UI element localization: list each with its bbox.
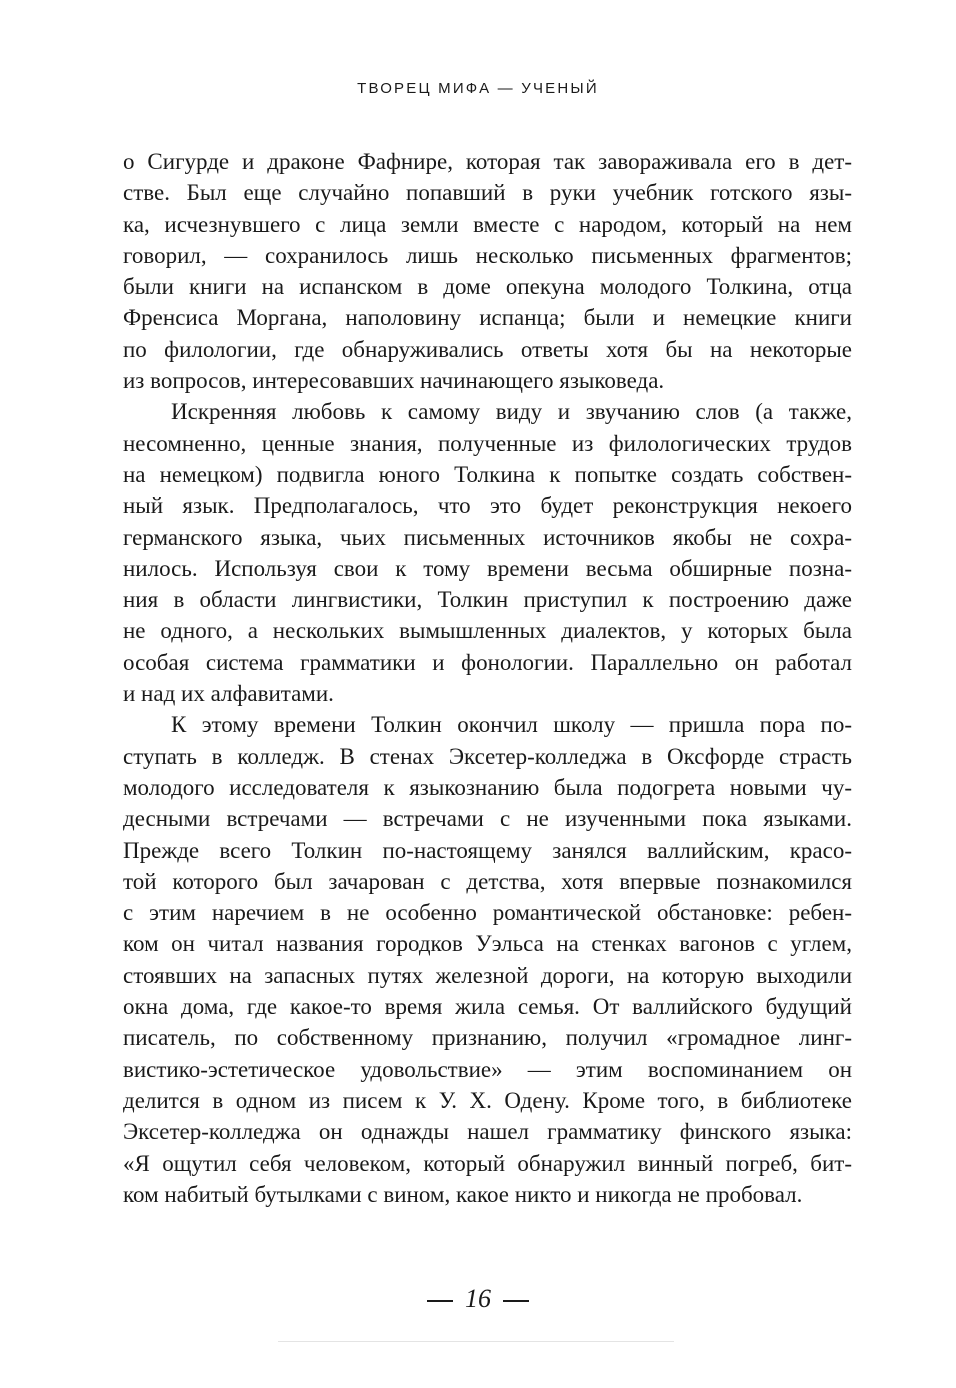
text-line: были книги на испанском в доме опекуна молодого Толкина, отца [123,274,852,300]
text-line: вистико-эстетическое удовольствие» — этим воспоминанием он [123,1056,852,1082]
text-line: ка, исчезнувшего с лица земли вместе с народом, который на нем [123,211,852,237]
text-line: той которого был зачарован с детства, хотя впервые познакомился [123,868,852,894]
page-number [0,1284,956,1314]
text-line: окна дома, где какое-то время жила семья. От валлийского будущий [123,994,852,1020]
text-line: ния в области лингвистики, Толкин приступил к построению даже [123,587,852,613]
text-line: стоявших на запасных путях железной дороги, на которую выходили [123,962,852,988]
text-line: на немецком) подвигла юного Толкина к попытке создать собствен- [123,461,852,487]
text-line: Френсиса Моргана, наполовину испанца; были и немецкие книги [123,305,852,331]
text-line: К этому времени Толкин окончил школу — пришла пора по- [171,712,852,738]
folio-dash-left [427,1300,453,1302]
text-line: Искренняя любовь к самому виду и звучанию слов (а также, [171,399,852,425]
text-line: ный язык. Предполагалось, что это будет реконструкция некоего [123,493,852,519]
text-line: и над их алфавитами. [123,681,334,707]
text-line: молодого исследователя к языкознанию была подогрета новыми чу- [123,774,852,800]
text-line: с этим наречием в не особенно романтической обстановке: ребен- [123,900,852,926]
text-line: несомненно, ценные знания, полученные из филологических трудов [123,430,852,456]
text-line: Эксетер-колледжа он однажды нашел грамматику финского языка: [123,1119,852,1145]
running-head: ТВОРЕЦ МИФА — УЧЕНЫЙ [357,80,599,97]
text-line: ступать в колледж. В стенах Эксетер-колледжа в Оксфорде страсть [123,743,852,769]
text-line: десными встречами — встречами с не изученными пока языками. [123,806,852,832]
text-line: стве. Был еще случайно попавший в руки учебник готского язы- [123,180,852,206]
text-line: писатель, по собственному признанию, получил «громадное линг- [123,1025,852,1051]
text-line: ком набитый бутылками с вином, какое никто и никогда не пробовал. [123,1181,803,1207]
text-line: говорил, — сохранилось лишь несколько письменных фрагментов; [123,242,852,268]
text-line: нилось. Используя свои к тому времени весьма обширные позна- [123,555,852,581]
text-line: ком он читал названия городков Уэльса на стенках вагонов с углем, [123,931,852,957]
text-line: особая система грамматики и фонологии. Параллельно он работал [123,649,852,675]
text-line: не одного, а нескольких вымышленных диалектов, у которых была [123,618,852,644]
page-number-value: 16 [465,1284,491,1313]
text-line: «Я ощутил себя человеком, который обнаружил винный погреб, бит- [123,1150,852,1176]
bottom-rule [278,1341,674,1342]
folio-dash-right [503,1300,529,1302]
text-line: по филологии, где обнаруживались ответы хотя бы на некоторые [123,336,852,362]
body-text [123,146,852,1210]
text-line: делится в одном из писем к У. Х. Одену. Кроме того, в библиотеке [123,1087,852,1113]
text-line: из вопросов, интересовавших начинающего языковеда. [123,368,665,394]
text-line: о Сигурде и драконе Фафнире, которая так завораживала его в дет- [123,149,852,174]
text-line: Прежде всего Толкин по-настоящему занялся валлийским, красо- [123,837,852,863]
text-line: германского языка, чьих письменных источников якобы не сохра- [123,524,852,550]
